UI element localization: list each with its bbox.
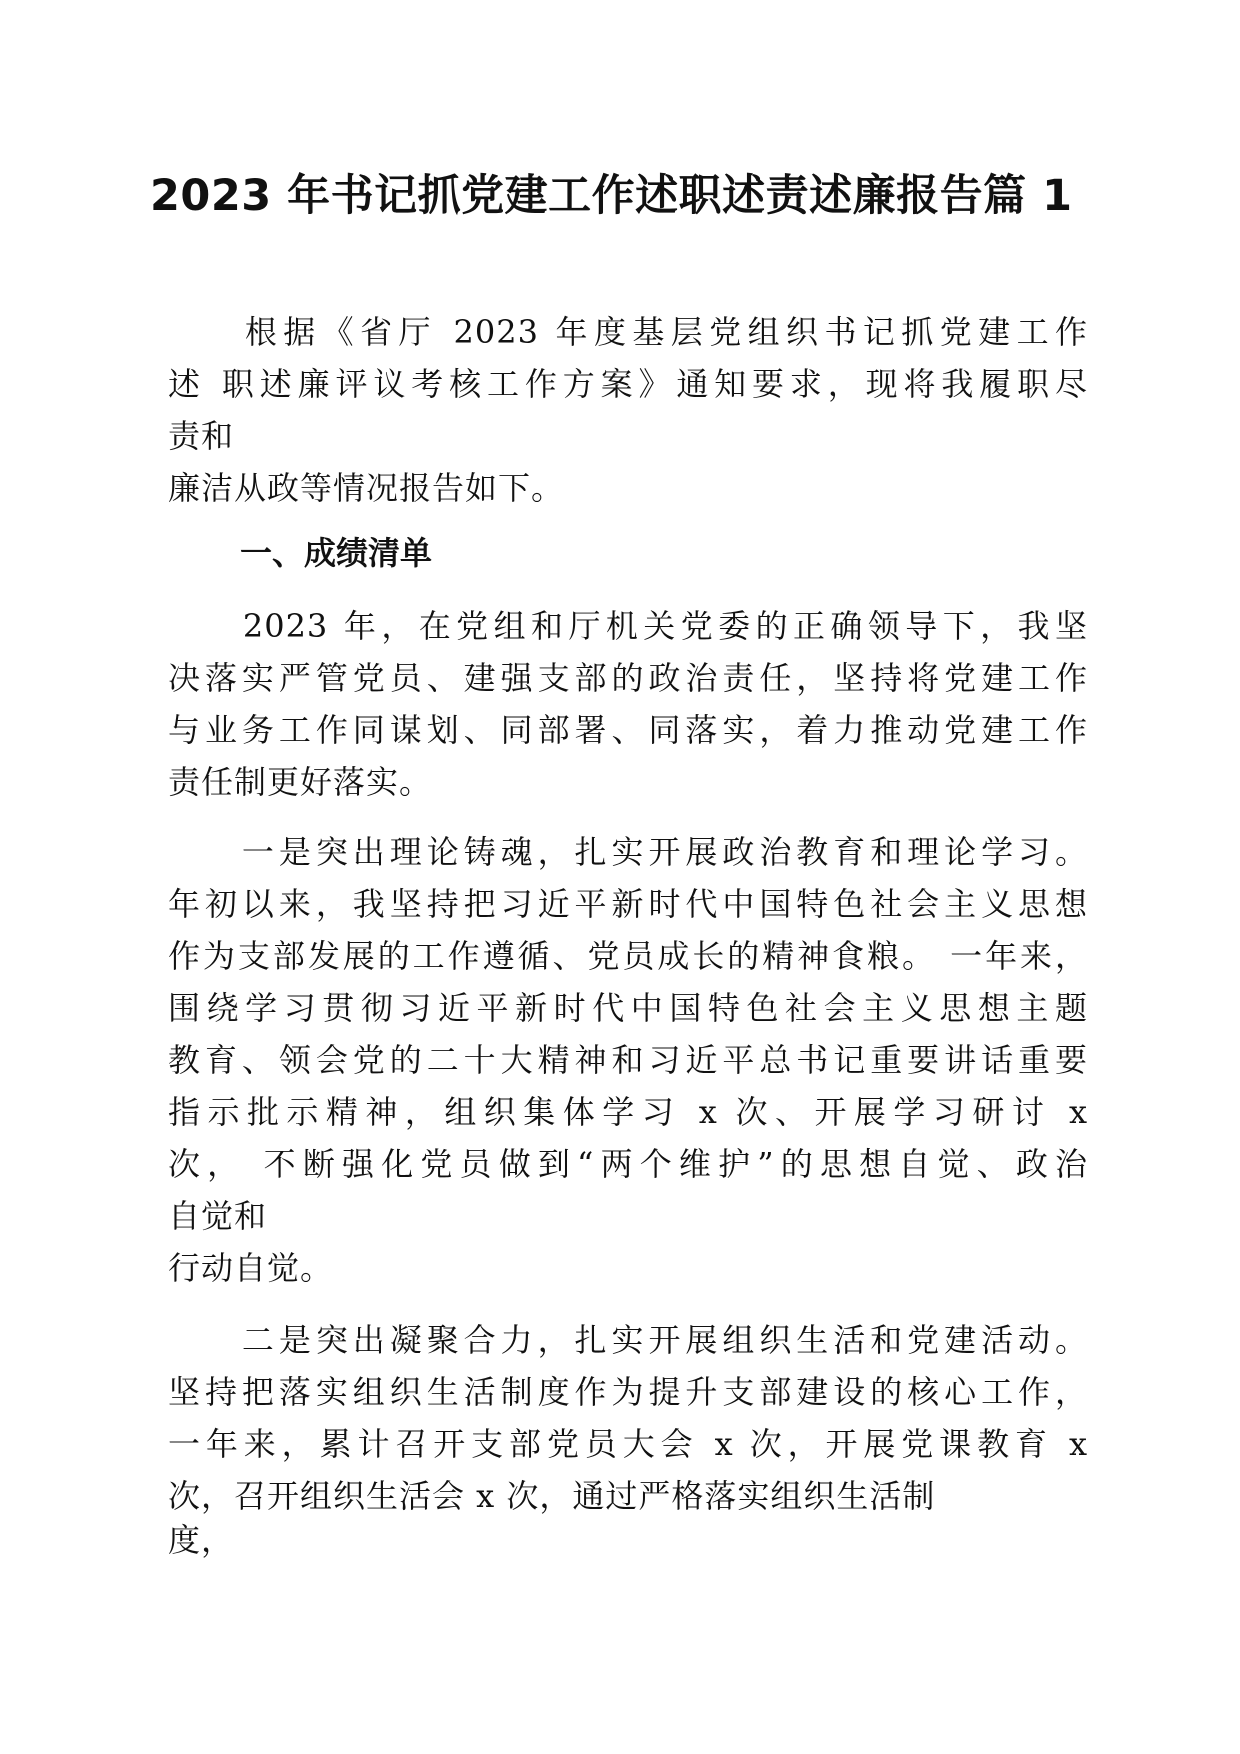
- document-title: 2023 年书记抓党建工作述职述责述廉报告篇 1: [150, 171, 1073, 221]
- body-line: 教育、领会党的二十大精神和习近平总书记重要讲话重要: [168, 1041, 1088, 1079]
- body-line: 2023 年，在党组和厅机关党委的正确领导下，我坚: [168, 607, 1088, 645]
- body-line: 围绕学习贯彻习近平新时代中国特色社会主义思想主题: [168, 989, 1088, 1027]
- body-line: 度，: [168, 1521, 235, 1559]
- body-line: 次，召开组织生活会 x 次，通过严格落实组织生活制: [168, 1477, 936, 1515]
- body-line: 指示批示精神，组织集体学习 x 次、开展学习研讨 x: [168, 1093, 1088, 1131]
- body-line: 坚持把落实组织生活制度作为提升支部建设的核心工作，: [168, 1373, 1088, 1411]
- body-line: 述 职述廉评议考核工作方案》通知要求，现将我履职尽: [168, 365, 1088, 403]
- body-line: 作为支部发展的工作遵循、党员成长的精神食粮。 一年来，: [168, 937, 1088, 975]
- body-line: 年初以来，我坚持把习近平新时代中国特色社会主义思想: [168, 885, 1088, 923]
- body-line: 一年来，累计召开支部党员大会 x 次，开展党课教育 x: [168, 1425, 1088, 1463]
- body-line: 责任制更好落实。: [168, 763, 433, 801]
- body-line: 二是突出凝聚合力，扎实开展组织生活和党建活动。: [168, 1321, 1088, 1359]
- body-line: 决落实严管党员、建强支部的政治责任，坚持将党建工作: [168, 659, 1088, 697]
- body-line: 一是突出理论铸魂，扎实开展政治教育和理论学习。: [168, 833, 1088, 871]
- body-line: 次， 不断强化党员做到“两个维护”的思想自觉、政治: [168, 1145, 1088, 1183]
- body-line: 责和: [168, 417, 235, 455]
- body-line: 根据《省厅 2023 年度基层党组织书记抓党建工作: [168, 313, 1088, 351]
- body-line: 与业务工作同谋划、同部署、同落实，着力推动党建工作: [168, 711, 1088, 749]
- body-line: 廉洁从政等情况报告如下。: [168, 469, 565, 507]
- body-line: 行动自觉。: [168, 1249, 334, 1287]
- section-heading: 一、成绩清单: [240, 534, 433, 572]
- body-line: 自觉和: [168, 1197, 268, 1235]
